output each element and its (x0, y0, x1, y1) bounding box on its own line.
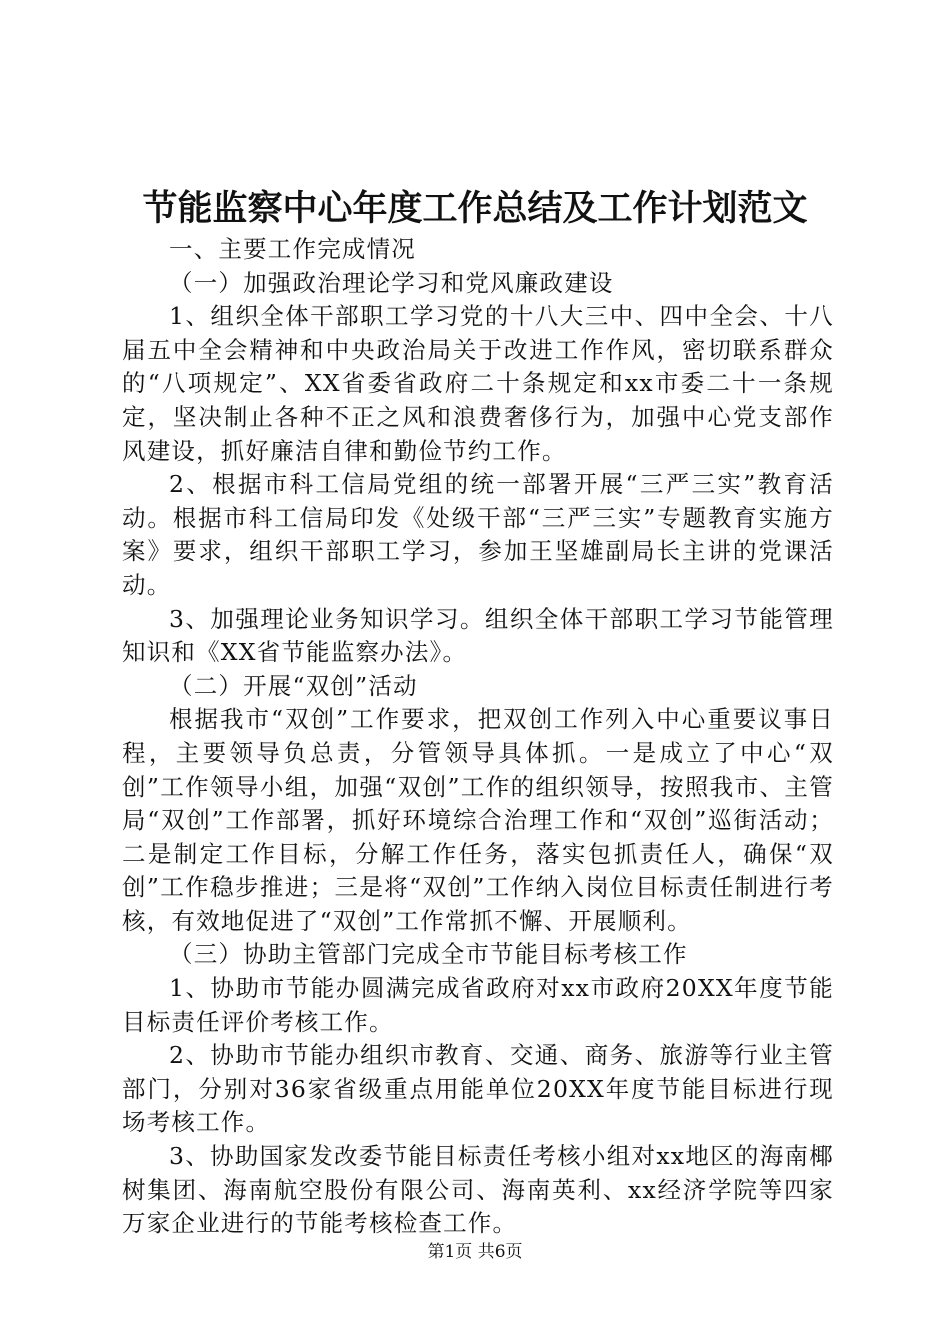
page-number-footer: 第1页 共6页 (427, 1242, 523, 1262)
document-title: 节能监察中心年度工作总结及工作计划范文 (142, 188, 808, 229)
body-paragraph: 根据我市“双创”工作要求，把双创工作列入中心重要议事日程，主要领导负总责，分管领导具体抓。一是成立了中心“双创”工作领导小组，加强“双创”工作的组织领导，按照我市、主管局“双创”工作部署，抓好环境综合治理工作和“双创”巡街活动；二是制定工作目标，分解工作任务，落实包抓责任人，确保“双创”工作稳步推进；三是将“双创”工作纳入岗位目标责任制进行考核，有效地促进了“双创”工作常抓不懈、开展顺利。 (122, 705, 834, 935)
body-paragraph: 1、组织全体干部职工学习党的十八大三中、四中全会、十八届五中全会精神和中央政治局关于改进工作作风，密切联系群众的“八项规定”、XX省委省政府二十条规定和xx市委二十一条规定，坚决制止各种不正之风和浪费奢侈行为，加强中心党支部作风建设，抓好廉洁自律和勤俭节约工作。 (122, 302, 834, 465)
subsection-heading: （一）加强政治理论学习和党风廉政建设 (169, 268, 614, 297)
body-paragraph: 2、协助市节能办组织市教育、交通、商务、旅游等行业主管部门，分别对36家省级重点用能单位20XX年度节能目标进行现场考核工作。 (122, 1041, 834, 1137)
subsection-heading: （二）开展“双创”活动 (169, 671, 418, 700)
body-paragraph: 1、协助市节能办圆满完成省政府对xx市政府20XX年度节能目标责任评价考核工作。 (122, 974, 834, 1036)
document-body (122, 233, 834, 1241)
body-paragraph: 3、协助国家发改委节能目标责任考核小组对xx地区的海南椰树集团、海南航空股份有限公司、海南英利、xx经济学院等四家万家企业进行的节能考核检查工作。 (122, 1142, 834, 1238)
section-heading: 一、主要工作完成情况 (169, 235, 416, 263)
subsection-heading: （三）协助主管部门完成全市节能目标考核工作 (169, 940, 688, 969)
body-paragraph: 3、加强理论业务知识学习。组织全体干部职工学习节能管理知识和《XX省节能监察办法》。 (122, 604, 834, 667)
body-paragraph: 2、根据市科工信局党组的统一部署开展“三严三实”教育活动。根据市科工信局印发《处级干部“三严三实”专题教育实施方案》要求，组织干部职工学习，参加王坚雄副局长主讲的党课活动。 (122, 470, 834, 599)
